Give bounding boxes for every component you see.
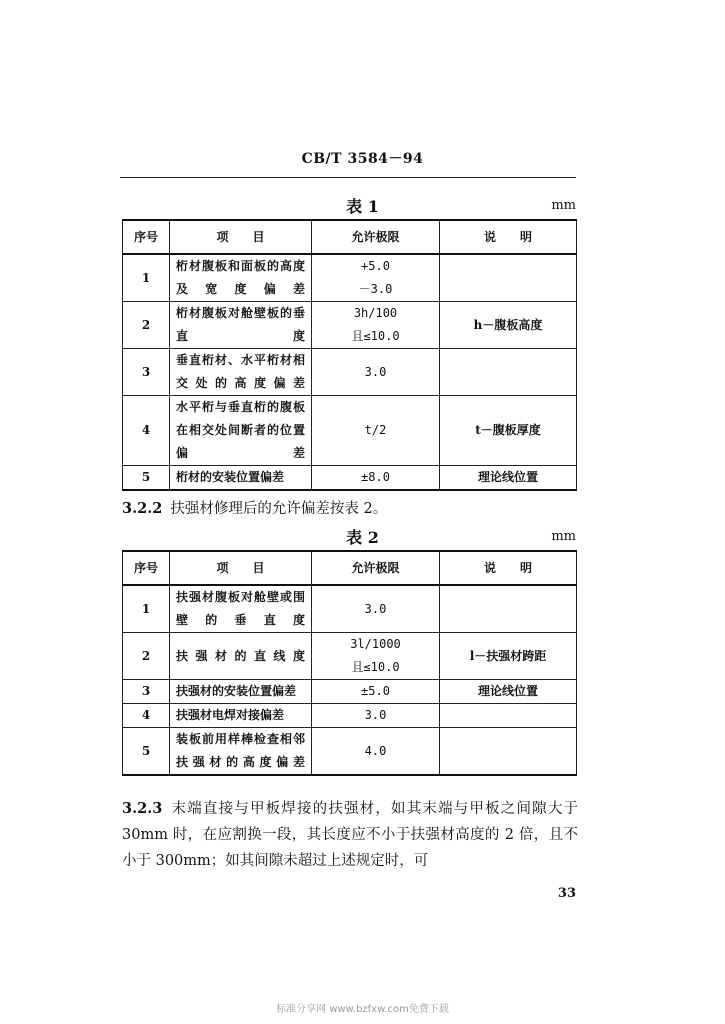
note-cell: [440, 254, 577, 302]
table-row: [123, 396, 577, 466]
table1-caption: 表 1: [346, 197, 379, 216]
item-cell: 桁材的安装位置偏差: [170, 466, 312, 491]
item-cell: 扶强材的直线度: [170, 633, 312, 680]
limit-cell: 3.0: [312, 585, 440, 633]
row-number-cell: 3: [123, 680, 170, 704]
watermark: 标准分享网 www.bzfxw.com免费下载: [276, 1004, 449, 1015]
table-row: [123, 254, 577, 302]
row-number-cell: 5: [123, 466, 170, 491]
column-header-limit: 允许极限: [312, 220, 440, 254]
section-number: 3.2.2: [122, 500, 163, 517]
table-row: [123, 728, 577, 776]
column-header-item: 项 目: [170, 551, 312, 585]
table-row: [123, 704, 577, 728]
column-header-number: 序号: [123, 220, 170, 254]
table1-unit: mm: [551, 198, 576, 213]
item-cell: 桁材腹板和面板的高度及宽度偏差: [170, 254, 312, 302]
table-row: [123, 302, 577, 349]
limit-cell: 3h/100 且≤10.0: [312, 302, 440, 349]
limit-cell: 4.0: [312, 728, 440, 776]
note-cell: t－腹板厚度: [440, 396, 577, 466]
table1: [122, 219, 577, 491]
table-row: [123, 585, 577, 633]
item-cell: 桁材腹板对舱壁板的垂直度: [170, 302, 312, 349]
table2-caption: 表 2: [346, 528, 379, 547]
row-number-cell: 2: [123, 302, 170, 349]
row-number-cell: 4: [123, 704, 170, 728]
row-number-cell: 1: [123, 254, 170, 302]
row-number-cell: 3: [123, 349, 170, 396]
limit-cell: 3l/1000 且≤10.0: [312, 633, 440, 680]
header-rule: [120, 177, 576, 178]
item-cell: 水平桁与垂直桁的腹板在相交处间断者的位置偏差: [170, 396, 312, 466]
limit-cell: 3.0: [312, 704, 440, 728]
column-header-number: 序号: [123, 551, 170, 585]
note-cell: h－腹板高度: [440, 302, 577, 349]
item-cell: 扶强材的安装位置偏差: [170, 680, 312, 704]
note-cell: [440, 349, 577, 396]
item-cell: 扶强材腹板对舱壁或围壁的垂直度: [170, 585, 312, 633]
table-row: [123, 349, 577, 396]
note-cell: l－扶强材跨距: [440, 633, 577, 680]
table2: [122, 550, 577, 776]
note-cell: [440, 728, 577, 776]
limit-cell: 3.0: [312, 349, 440, 396]
page-number: 33: [557, 886, 576, 901]
row-number-cell: 2: [123, 633, 170, 680]
note-cell: [440, 585, 577, 633]
item-cell: 装板前用样棒检查相邻扶强材的高度偏差: [170, 728, 312, 776]
row-number-cell: 1: [123, 585, 170, 633]
note-cell: 理论线位置: [440, 466, 577, 491]
limit-cell: ±8.0: [312, 466, 440, 491]
paragraph-text: 扶强材修理后的允许偏差按表 2。: [170, 501, 388, 517]
table2-header-row: [123, 551, 577, 585]
limit-cell: +5.0 －3.0: [312, 254, 440, 302]
note-cell: 理论线位置: [440, 680, 577, 704]
column-header-note: 说 明: [440, 220, 577, 254]
column-header-item: 项 目: [170, 220, 312, 254]
item-cell: 扶强材电焊对接偏差: [170, 704, 312, 728]
document-code: CB/T 3584－94: [301, 151, 424, 167]
table1-header-row: [123, 220, 577, 254]
table-row: [123, 680, 577, 704]
section-number: 3.2.3: [122, 800, 163, 817]
column-header-note: 说 明: [440, 551, 577, 585]
limit-cell: ±5.0: [312, 680, 440, 704]
note-cell: [440, 704, 577, 728]
paragraph-3-2-3: [122, 796, 578, 874]
item-cell: 垂直桁材、水平桁材相交处的高度偏差: [170, 349, 312, 396]
paragraph-text: 末端直接与甲板焊接的扶强材，如其末端与甲板之间隙大于 30mm 时，在应割换一段，其长度应不小于扶强材高度的 2 倍，且不小于 300mm；如其间隙未超过上述规定时，可: [122, 801, 578, 869]
limit-cell: t/2: [312, 396, 440, 466]
table-row: [123, 466, 577, 491]
table2-unit: mm: [551, 529, 576, 544]
paragraph-3-2-2: [122, 496, 578, 522]
column-header-limit: 允许极限: [312, 551, 440, 585]
row-number-cell: 4: [123, 396, 170, 466]
row-number-cell: 5: [123, 728, 170, 776]
table-row: [123, 633, 577, 680]
